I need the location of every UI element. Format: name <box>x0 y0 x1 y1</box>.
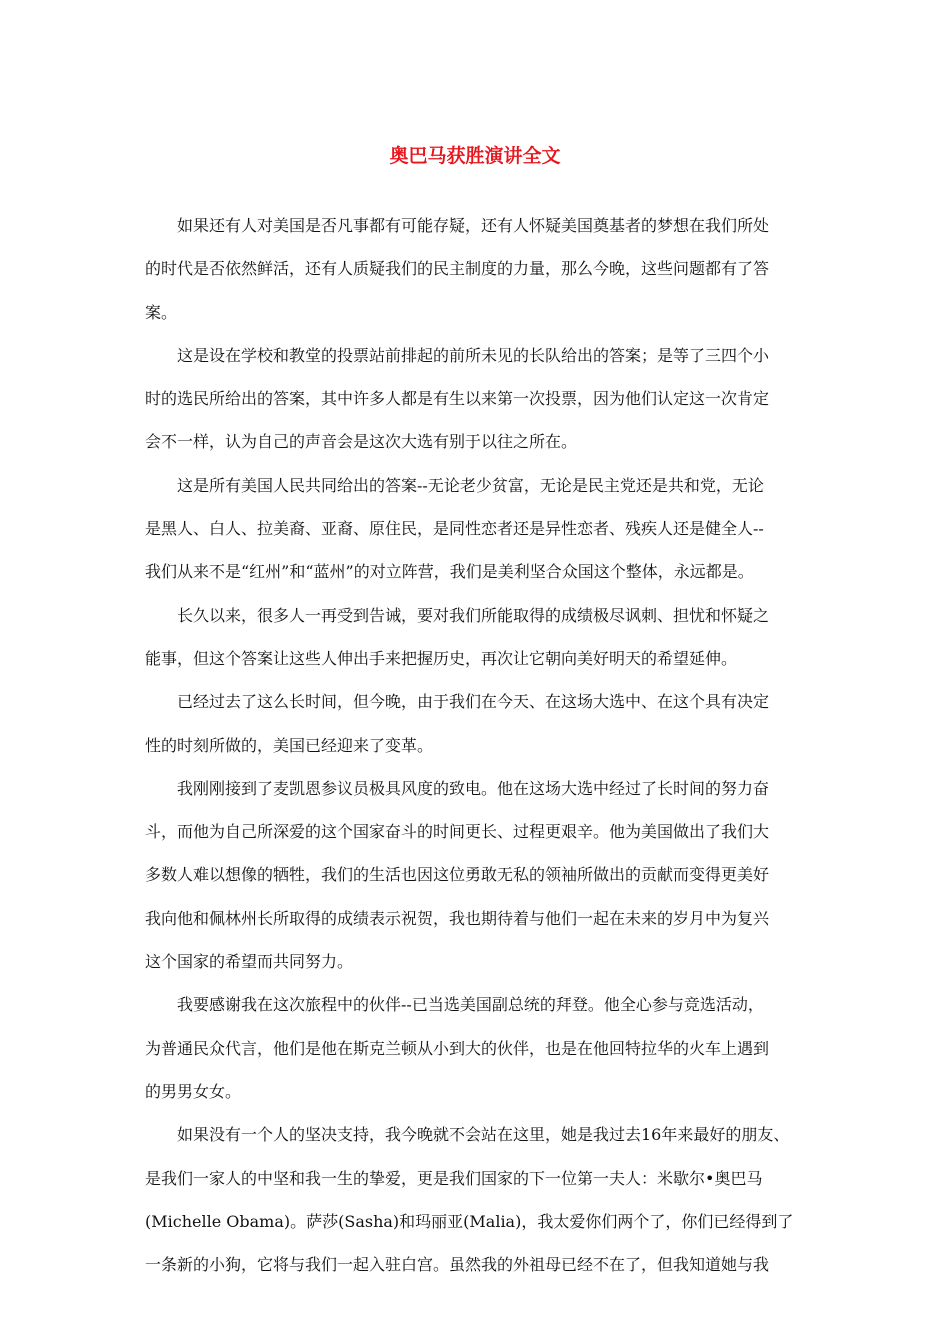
text-line: 的时代是否依然鲜活，还有人质疑我们的民主制度的力量，那么今晚，这些问题都有了答 <box>145 259 770 279</box>
speech-body <box>145 212 813 1294</box>
text-line: 的男男女女。 <box>145 1081 242 1101</box>
text-line: 我要感谢我在这次旅程中的伙伴--已当选美国副总统的拜登。他全心参与竞选活动， <box>177 995 764 1015</box>
text-line: 案。 <box>145 302 178 322</box>
text-line: 已经过去了这么长时间，但今晚，由于我们在今天、在这场大选中、在这个具有决定 <box>177 692 770 712</box>
text-line: 斗，而他为自己所深爱的这个国家奋斗的时间更长、过程更艰辛。他为美国做出了我们大 <box>145 822 770 842</box>
text-line: 这个国家的希望而共同努力。 <box>145 952 354 972</box>
text-line: 是我们一家人的中坚和我一生的挚爱，更是我们国家的下一位第一夫人：米歇尔•奥巴马 <box>145 1168 763 1188</box>
text-line: 长久以来，很多人一再受到告诫，要对我们所能取得的成绩极尽讽刺、担忧和怀疑之 <box>177 605 770 625</box>
text-line: 我刚刚接到了麦凯恩参议员极具风度的致电。他在这场大选中经过了长时间的努力奋 <box>177 778 770 798</box>
text-line: 这是所有美国人民共同给出的答案--无论老少贫富，无论是民主党还是共和党，无论 <box>177 475 764 495</box>
document-title: 奥巴马获胜演讲全文 <box>389 145 561 167</box>
text-line: 一条新的小狗，它将与我们一起入驻白宫。虽然我的外祖母已经不在了，但我知道她与我 <box>145 1255 770 1275</box>
text-line: 会不一样，认为自己的声音会是这次大选有别于以往之所在。 <box>145 432 578 452</box>
text-line: 如果没有一个人的坚决支持，我今晚就不会站在这里，她是我过去16年来最好的朋友、 <box>177 1125 790 1145</box>
text-line: 多数人难以想像的牺牲，我们的生活也因这位勇敢无私的领袖所做出的贡献而变得更美好 <box>145 865 770 885</box>
text-line: 我们从来不是“红州”和“蓝州”的对立阵营，我们是美利坚合众国这个整体，永远都是。 <box>145 562 754 582</box>
text-line: (Michelle Obama)。萨莎(Sasha)和玛丽亚(Malia)，我太爱你们两个了，你们已经得到了 <box>145 1211 794 1231</box>
text-line: 能事，但这个答案让这些人伸出手来把握历史，再次让它朝向美好明天的希望延伸。 <box>145 648 738 668</box>
text-line: 我向他和佩林州长所取得的成绩表示祝贺，我也期待着与他们一起在未来的岁月中为复兴 <box>145 908 770 928</box>
text-line: 这是设在学校和教堂的投票站前排起的前所未见的长队给出的答案；是等了三四个小 <box>177 345 770 365</box>
text-line: 如果还有人对美国是否凡事都有可能存疑，还有人怀疑美国奠基者的梦想在我们所处 <box>177 216 770 235</box>
text-line: 是黑人、白人、拉美裔、亚裔、原住民，是同性恋者还是异性恋者、残疾人还是健全人-- <box>145 519 764 539</box>
text-line: 性的时刻所做的，美国已经迎来了变革。 <box>145 735 434 755</box>
text-line: 为普通民众代言，他们是他在斯克兰顿从小到大的伙伴，也是在他回特拉华的火车上遇到 <box>145 1038 770 1058</box>
text-line: 时的选民所给出的答案，其中许多人都是有生以来第一次投票，因为他们认定这一次肯定 <box>145 389 770 409</box>
